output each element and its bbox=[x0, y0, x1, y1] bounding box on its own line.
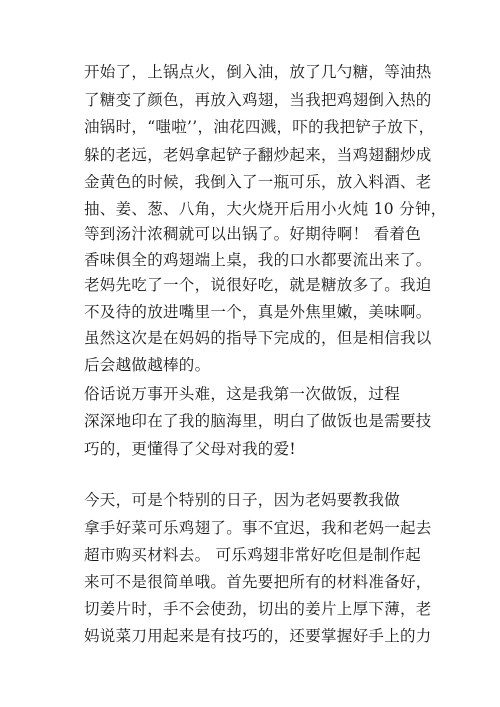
paragraph-3-line-4: 来可不是很简单哦。首先要把所有的材料准备好， bbox=[84, 573, 432, 591]
paragraph-3-line-6: 妈说菜刀用起来是有技巧的，还要掌握好手上的力 bbox=[84, 627, 432, 645]
paragraph-3-line-3: 超市购买材料去。 可乐鸡翅非常好吃但是制作起 bbox=[84, 546, 422, 564]
paragraph-1-line-5: 金黄色的时候，我倒入了一瓶可乐，放入料酒、老 bbox=[84, 173, 432, 191]
paragraph-1-line-10: 不及待的放进嘴里一个，真是外焦里嫩，美味啊。 bbox=[84, 303, 432, 321]
paragraph-1-line-9: 老妈先吃了一个，说很好吃，就是糖放多了。我迫 bbox=[84, 276, 432, 294]
paragraph-1-line-7: 等到汤汁浓稠就可以出锅了。好期待啊！ 看着色 bbox=[84, 225, 422, 243]
paragraph-1-line-8: 香味俱全的鸡翅端上桌，我的口水都要流出来了。 bbox=[84, 251, 432, 269]
paragraph-2-line-3: 巧的，更懂得了父母对我的爱! bbox=[84, 440, 296, 458]
paragraph-3-line-5: 切姜片时，手不会使劲，切出的姜片上厚下薄，老 bbox=[84, 600, 432, 618]
paragraph-2-line-2: 深深地印在了我的脑海里，明白了做饭也是需要技 bbox=[84, 412, 432, 430]
paragraph-1-line-2: 了糖变了颜色，再放入鸡翅，当我把鸡翅倒入热的 bbox=[84, 91, 432, 109]
paragraph-1-line-4: 躲的老远，老妈拿起铲子翻炒起来，当鸡翅翻炒成 bbox=[84, 146, 432, 164]
paragraph-1-line-6: 抽、姜、葱、八角，大火烧开后用小火炖 10 分钟， bbox=[84, 200, 447, 218]
paragraph-3-line-1: 今天，可是个特别的日子，因为老妈要教我做 bbox=[84, 491, 401, 509]
paragraph-1-line-12: 后会越做越棒的。 bbox=[84, 356, 211, 374]
paragraph-1-line-1: 开始了，上锅点火，倒入油，放了几勺糖，等油热 bbox=[84, 63, 432, 81]
paragraph-2-line-1: 俗话说万事开头难，这是我第一次做饭，过程 bbox=[84, 385, 401, 403]
paragraph-3-line-2: 拿手好菜可乐鸡翅了。事不宜迟，我和老妈一起去 bbox=[84, 519, 432, 537]
paragraph-1-line-11: 虽然这次是在妈妈的指导下完成的，但是相信我以 bbox=[84, 329, 432, 347]
paragraph-1-line-3: 油锅时，“嗤啦’’，油花四溅，吓的我把铲子放下， bbox=[84, 118, 435, 136]
